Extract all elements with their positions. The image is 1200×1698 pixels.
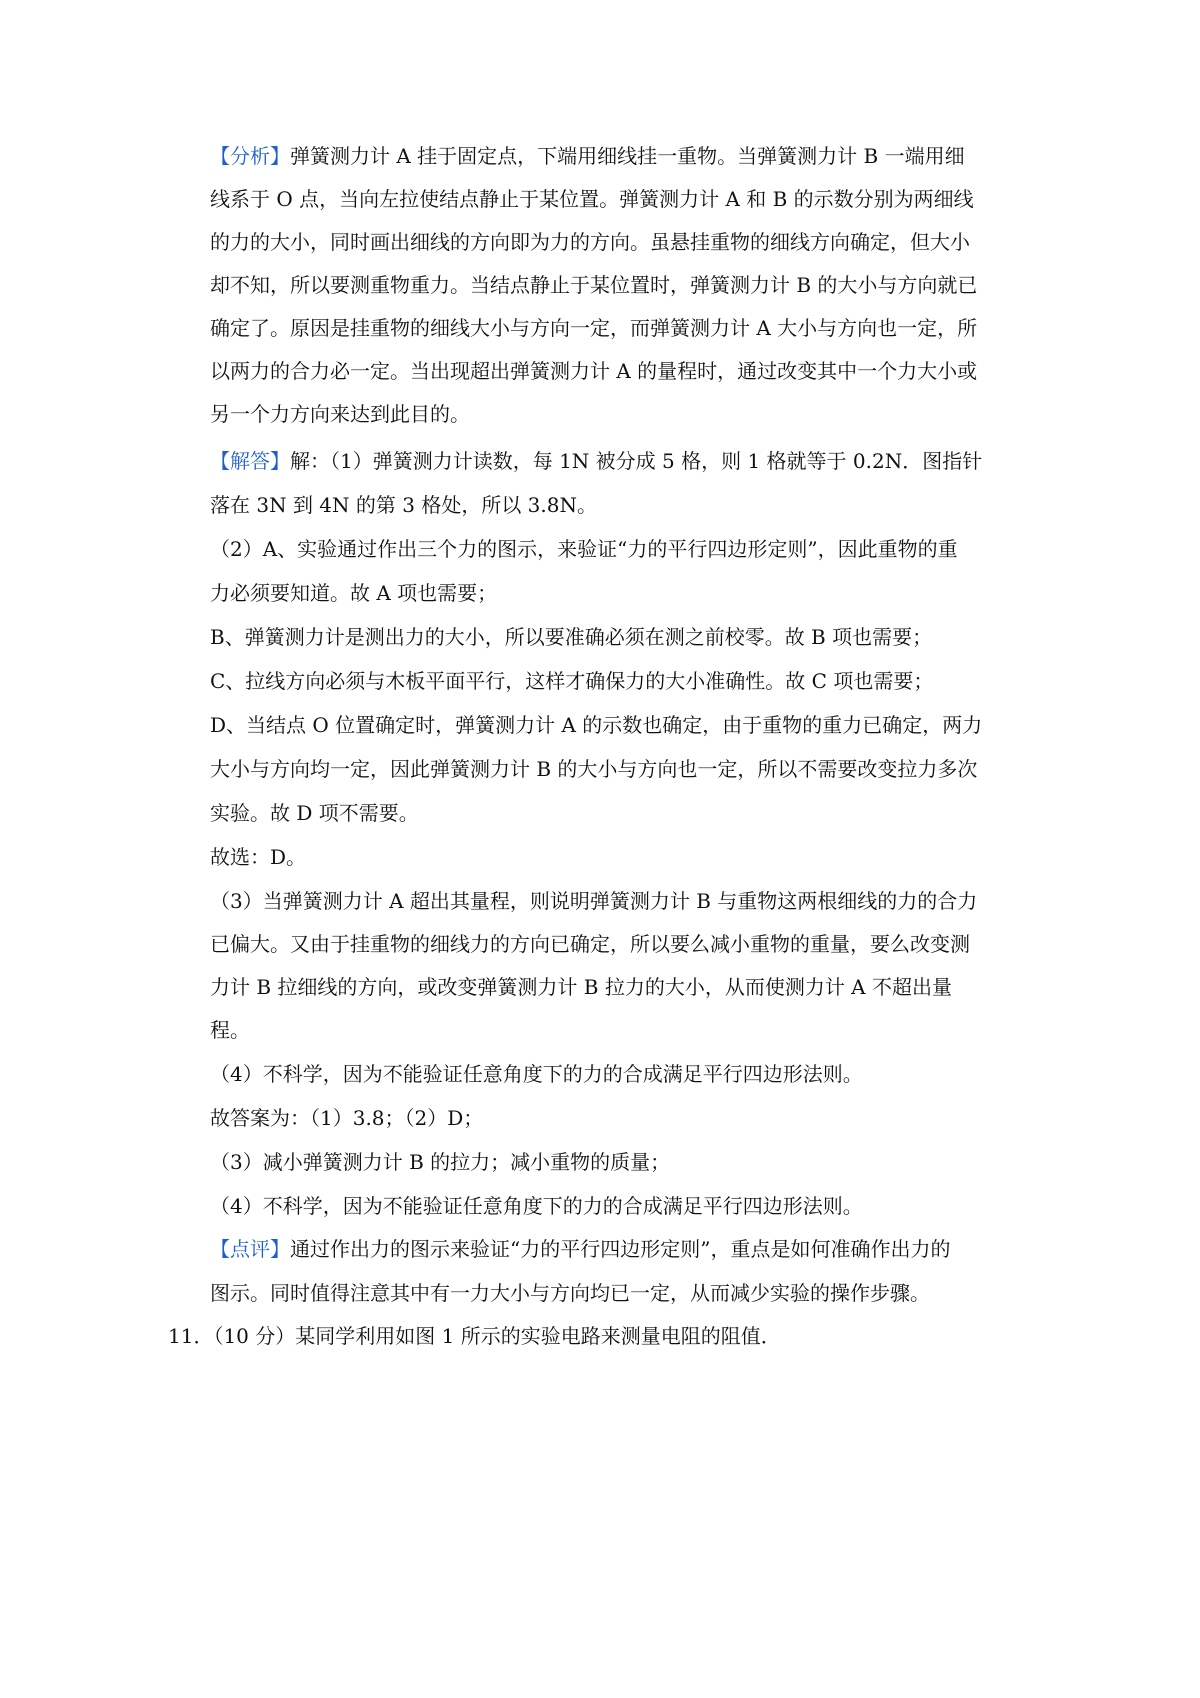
answer-line: （3）减小弹簧测力计 B 的拉力；减小重物的质量； bbox=[210, 1150, 671, 1174]
analysis-line: 以两力的合力必一定。当出现超出弹簧测力计 A 的量程时，通过改变其中一个力大小或 bbox=[210, 359, 978, 383]
analysis-tag: 【分析】 bbox=[210, 144, 290, 168]
answer-line: D、当结点 O 位置确定时，弹簧测力计 A 的示数也确定，由于重物的重力已确定，两力 bbox=[210, 713, 983, 737]
comment-tag: 【点评】 bbox=[210, 1237, 290, 1261]
answer-line: 力计 B 拉细线的方向，或改变弹簧测力计 B 拉力的大小，从而使测力计 A 不超出量 bbox=[210, 975, 952, 999]
analysis-line: 确定了。原因是挂重物的细线大小与方向一定，而弹簧测力计 A 大小与方向也一定，所 bbox=[210, 316, 978, 340]
analysis-line: 却不知，所以要测重物重力。当结点静止于某位置时，弹簧测力计 B 的大小与方向就已 bbox=[210, 273, 978, 297]
answer-text: 解：（1）弹簧测力计读数，每 1N 被分成 5 格，则 1 格就等于 0.2N．图指针 bbox=[290, 449, 983, 473]
answer-line: B、弹簧测力计是测出力的大小，所以要准确必须在测之前校零。故 B 项也需要； bbox=[210, 625, 933, 649]
question-11: 11．（10 分）某同学利用如图 1 所示的实验电路来测量电阻的阻值． bbox=[168, 1324, 781, 1348]
answer-first-line bbox=[210, 446, 982, 476]
answer-line: （4）不科学，因为不能验证任意角度下的力的合成满足平行四边形法则。 bbox=[210, 1194, 863, 1218]
answer-line: 力必须要知道。故 A 项也需要； bbox=[210, 581, 498, 605]
comment-line: 图示。同时值得注意其中有一力大小与方向均已一定，从而减少实验的操作步骤。 bbox=[210, 1281, 930, 1305]
analysis-first-line bbox=[210, 141, 965, 171]
answer-line: 故答案为：（1）3.8；（2）D； bbox=[210, 1106, 484, 1130]
comment-text: 通过作出力的图示来验证“力的平行四边形定则”，重点是如何准确作出力的 bbox=[290, 1237, 951, 1261]
answer-line: 程。 bbox=[210, 1018, 250, 1042]
answer-tag: 【解答】 bbox=[210, 449, 290, 473]
comment-first-line bbox=[210, 1234, 950, 1264]
answer-line: 落在 3N 到 4N 的第 3 格处，所以 3.8N。 bbox=[210, 493, 597, 517]
answer-line: （4）不科学，因为不能验证任意角度下的力的合成满足平行四边形法则。 bbox=[210, 1062, 863, 1086]
answer-line: 故选：D。 bbox=[210, 845, 307, 869]
analysis-line: 的力的大小，同时画出细线的方向即为力的方向。虽悬挂重物的细线方向确定，但大小 bbox=[210, 230, 970, 254]
answer-line: 大小与方向均一定，因此弹簧测力计 B 的大小与方向也一定，所以不需要改变拉力多次 bbox=[210, 757, 978, 781]
answer-line: 已偏大。又由于挂重物的细线力的方向已确定，所以要么减小重物的重量，要么改变测 bbox=[210, 932, 970, 956]
analysis-line: 另一个力方向来达到此目的。 bbox=[210, 402, 470, 426]
analysis-text: 弹簧测力计 A 挂于固定点，下端用细线挂一重物。当弹簧测力计 B 一端用细 bbox=[290, 144, 965, 168]
analysis-line: 线系于 O 点，当向左拉使结点静止于某位置。弹簧测力计 A 和 B 的示数分别为两细线 bbox=[210, 187, 974, 211]
answer-line: （2）A、实验通过作出三个力的图示，来验证“力的平行四边形定则”，因此重物的重 bbox=[210, 537, 958, 561]
answer-line: C、拉线方向必须与木板平面平行，这样才确保力的大小准确性。故 C 项也需要； bbox=[210, 669, 934, 693]
answer-line: 实验。故 D 项不需要。 bbox=[210, 801, 419, 825]
answer-line: （3）当弹簧测力计 A 超出其量程，则说明弹簧测力计 B 与重物这两根细线的力的合力 bbox=[210, 889, 978, 913]
